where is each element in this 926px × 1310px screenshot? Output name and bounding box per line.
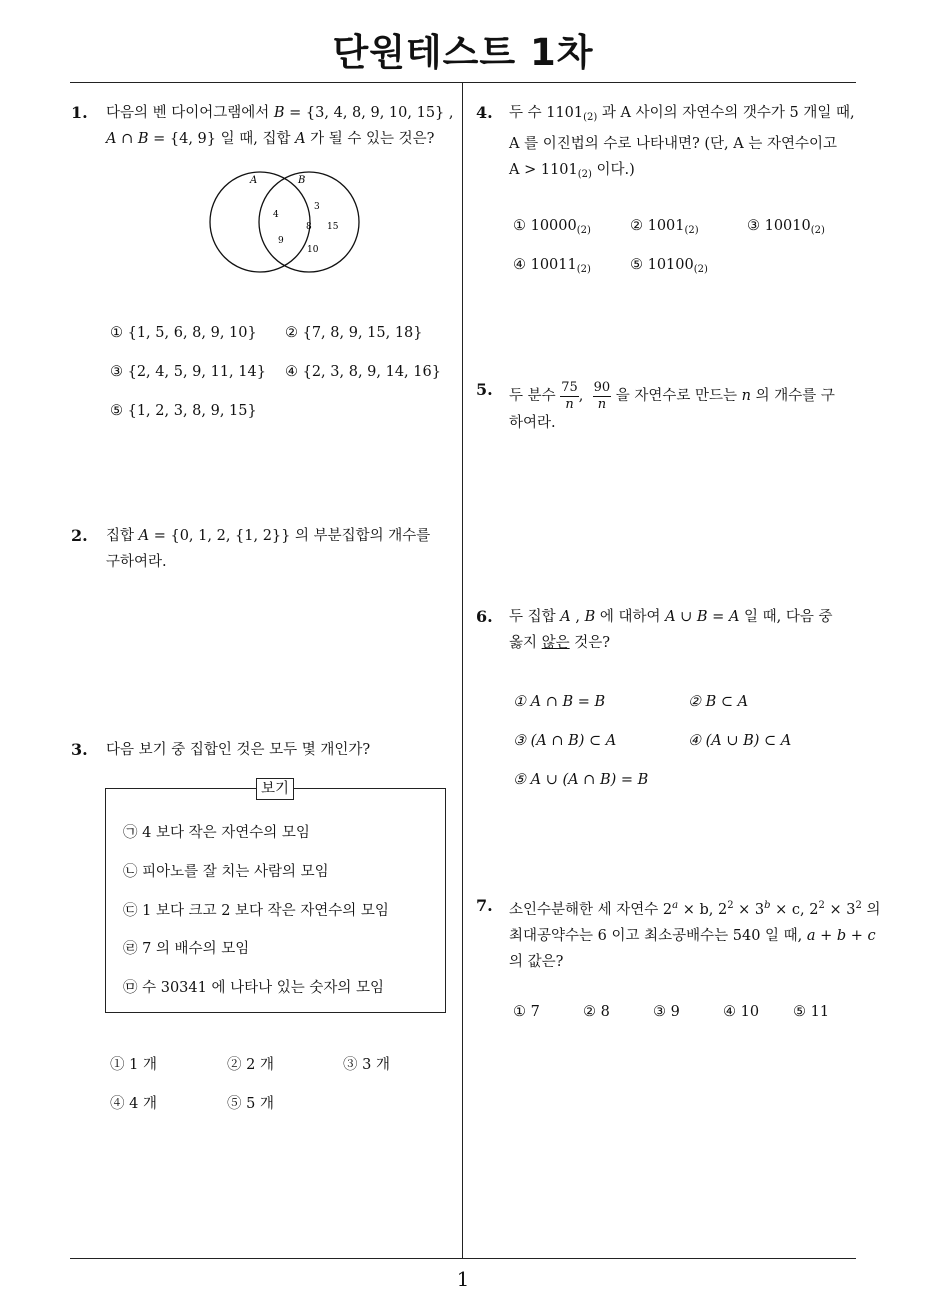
q3-option-3[interactable]: ③ 3 개: [343, 1057, 390, 1073]
question-2-text: 집합 A = {0, 1, 2, {1, 2}} 의 부분집합의 개수를 구하여라.: [106, 528, 431, 570]
top-rule: [70, 82, 856, 83]
q4-option-3[interactable]: ③ $10010_{(2)}$: [747, 218, 825, 236]
q1-option-4[interactable]: ④ {2, 3, 8, 9, 14, 16}: [285, 364, 441, 380]
q7-option-2[interactable]: ② 8: [583, 1004, 610, 1020]
venn-number: 8: [306, 222, 312, 232]
page-title: 단원테스트 1차: [332, 31, 594, 74]
example-item: ㉡ 피아노를 잘 치는 사람의 모임: [123, 864, 329, 880]
example-box-label: 보기: [256, 778, 294, 800]
venn-label-a: A: [250, 175, 258, 186]
question-1-number: 1.: [71, 103, 88, 122]
page-number: 1: [456, 1267, 470, 1291]
q4-option-1[interactable]: ① $10000_{(2)}$: [513, 218, 591, 236]
q6-option-1[interactable]: ① A ∩ B = B: [513, 694, 606, 710]
venn-diagram: [200, 168, 360, 278]
question-1-text: 다음의 벤 다이어그램에서 B = {3, 4, 8, 9, 10, 15} , A ∩ B = {4, 9} 일 때, 집합 A 가 될 수 있는 것은?: [106, 105, 454, 147]
question-7-text: 소인수분해한 세 자연수 $2^a \times b$, $2^2 \times 3^b \times c$, $2^2 \times 3^2$ 의 최대공약수는 6 이고 최소공배수는 540 일 때, a + b + c 의 값은?: [509, 900, 881, 970]
example-item: ㉠ 4 보다 작은 자연수의 모임: [123, 825, 310, 841]
q4-option-5[interactable]: ⑤ $10100_{(2)}$: [630, 257, 708, 275]
question-6-text: 두 집합 A , B 에 대하여 A ∪ B = A 일 때, 다음 중 옳지 않은 것은?: [509, 609, 833, 651]
q1-option-1[interactable]: ① {1, 5, 6, 8, 9, 10}: [110, 325, 257, 341]
venn-label-b: B: [298, 175, 306, 186]
venn-number: 3: [314, 202, 320, 212]
venn-number: 9: [278, 236, 284, 246]
q1-option-5[interactable]: ⑤ {1, 2, 3, 8, 9, 15}: [110, 403, 257, 419]
example-item: ㉤ 수 30341 에 나타나 있는 숫자의 모임: [123, 980, 384, 996]
question-5-number: 5.: [476, 380, 493, 399]
question-2-number: 2.: [71, 526, 88, 545]
question-3-text: 다음 보기 중 집합인 것은 모두 몇 개인가?: [106, 742, 371, 758]
q6-option-5[interactable]: ⑤ A ∪ (A ∩ B) = B: [513, 772, 649, 788]
example-item: ㉢ 1 보다 크고 2 보다 작은 자연수의 모임: [123, 903, 389, 919]
column-divider: [462, 82, 463, 1258]
q3-option-2[interactable]: ② 2 개: [227, 1057, 274, 1073]
q7-option-3[interactable]: ③ 9: [653, 1004, 680, 1020]
bottom-rule: [70, 1258, 856, 1259]
venn-number: 4: [273, 210, 279, 220]
q7-option-1[interactable]: ① 7: [513, 1004, 540, 1020]
q3-option-5[interactable]: ⑤ 5 개: [227, 1096, 274, 1112]
q1-option-3[interactable]: ③ {2, 4, 5, 9, 11, 14}: [110, 364, 266, 380]
fraction-75-n: $\frac{75}{n}$: [561, 379, 578, 412]
question-6-number: 6.: [476, 607, 493, 626]
q6-option-3[interactable]: ③ (A ∩ B) ⊂ A: [513, 733, 617, 749]
q7-option-4[interactable]: ④ 10: [723, 1004, 760, 1020]
q4-option-2[interactable]: ② $1001_{(2)}$: [630, 218, 699, 236]
question-5-text: 두 분수 $\frac{75}{n}$ , $\frac{90}{n}$ 을 자연수로 만드는 n 의 개수를 구 하여라.: [509, 379, 835, 431]
example-item: ㉣ 7 의 배수의 모임: [123, 941, 250, 957]
q3-option-1[interactable]: ① 1 개: [110, 1057, 157, 1073]
venn-number: 15: [327, 222, 339, 232]
fraction-90-n: $\frac{90}{n}$: [593, 379, 611, 412]
q6-option-2[interactable]: ② B ⊂ A: [688, 694, 749, 710]
question-3-number: 3.: [71, 740, 88, 759]
venn-circle-a: [210, 172, 310, 272]
question-7-number: 7.: [476, 896, 493, 915]
venn-number: 10: [307, 245, 319, 255]
q3-option-4[interactable]: ④ 4 개: [110, 1096, 157, 1112]
question-4-number: 4.: [476, 103, 493, 122]
q6-option-4[interactable]: ④ (A ∪ B) ⊂ A: [688, 733, 792, 749]
q1-option-2[interactable]: ② {7, 8, 9, 15, 18}: [285, 325, 423, 341]
q4-option-4[interactable]: ④ $10011_{(2)}$: [513, 257, 591, 275]
q7-option-5[interactable]: ⑤ 11: [793, 1004, 830, 1020]
question-4-text: 두 수 $1101_{(2)}$ 과 A 사이의 자연수의 갯수가 5 개일 때, A 를 이진법의 수로 나타내면? (단, A 는 자연수이고 $A > 1101_{(2)}$ 이다.): [509, 105, 855, 180]
